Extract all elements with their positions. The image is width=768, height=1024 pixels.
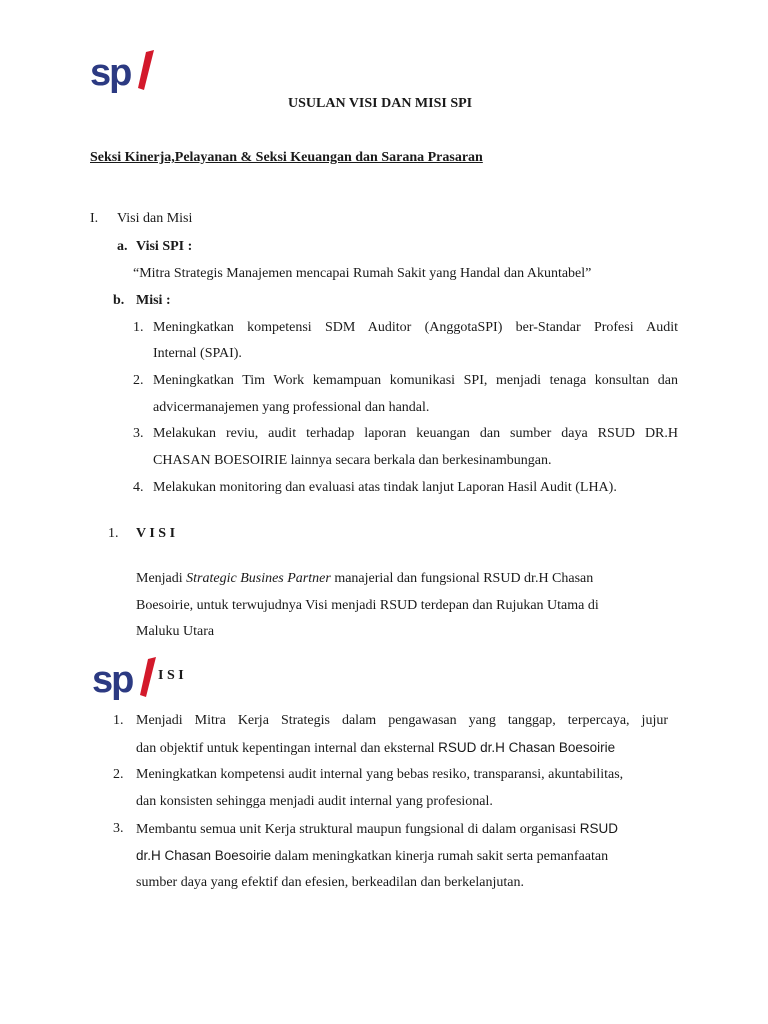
visi2-marker: 1. — [108, 526, 119, 541]
hospital-name: dr.H Chasan Boesoirie — [136, 848, 272, 863]
list-item-number: 4. — [133, 480, 144, 495]
list-item-text: Internal (SPAI). — [153, 346, 242, 361]
list-item-text: CHASAN BOESOIRIE lainnya secara berkala dan berkesinambungan. — [153, 453, 552, 468]
page-subtitle: Seksi Kinerja,Pelayanan & Seksi Keuangan dan Sarana Prasaran — [90, 150, 483, 165]
list-item-text: Membantu semua unit Kerja struktural maupun fungsional di dalam organisasi — [136, 822, 580, 837]
logo-text: sp — [92, 659, 133, 701]
list-item-text: Meningkatkan Tim Work kemampuan komunikasi SPI, menjadi tenaga konsultan dan — [153, 373, 678, 388]
visi2-heading: V I S I — [136, 526, 176, 541]
visi2-text: manajerial dan fungsional RSUD dr.H Chasan — [330, 571, 594, 586]
list-item-number: 1. — [133, 320, 144, 335]
list-item-text: Menjadi Mitra Kerja Strategis dalam pengawasan yang tanggap, terpercaya, jujur — [136, 713, 668, 728]
visi-marker: a. — [117, 239, 128, 254]
misi-marker: b. — [113, 293, 125, 308]
section-heading: Visi dan Misi — [117, 211, 193, 226]
list-item-text: Meningkatkan kompetensi audit internal yang bebas resiko, transparansi, akuntabilitas, — [136, 767, 624, 782]
list-item-text: Melakukan monitoring dan evaluasi atas tindak lanjut Laporan Hasil Audit (LHA). — [153, 480, 617, 495]
list-item-line — [136, 739, 615, 758]
list-item-text: Meningkatkan kompetensi SDM Auditor (AnggotaSPI) ber-Standar Profesi Audit — [153, 320, 678, 335]
visi-label: Visi SPI : — [136, 239, 193, 254]
visi2-paragraph-line: Maluku Utara — [136, 624, 215, 639]
list-item-text: sumber daya yang efektif dan efesien, berkeadilan dan berkelanjutan. — [136, 875, 524, 890]
spi-logo — [92, 655, 158, 703]
list-item-line — [136, 820, 618, 839]
misi2-heading: I S I — [158, 668, 184, 683]
list-item-number: 3. — [113, 821, 124, 836]
list-item-text: Melakukan reviu, audit terhadap laporan keuangan dan sumber daya RSUD DR.H — [153, 426, 678, 441]
visi2-paragraph-line: Boesoirie, untuk terwujudnya Visi menjadi RSUD terdepan dan Rujukan Utama di — [136, 598, 599, 613]
logo-text: sp — [90, 52, 131, 94]
logo-slash-icon — [92, 655, 158, 703]
misi-label: Misi : — [136, 293, 171, 308]
list-item-text: dalam meningkatkan kinerja rumah sakit serta pemanfaatan — [271, 849, 609, 864]
list-item-number: 3. — [133, 426, 144, 441]
visi-text: “Mitra Strategis Manajemen mencapai Rumah Sakit yang Handal dan Akuntabel” — [133, 266, 592, 281]
hospital-name: RSUD — [579, 821, 619, 836]
hospital-name: RSUD dr.H Chasan Boesoirie — [438, 740, 616, 755]
list-item-text: dan konsisten sehingga menjadi audit internal yang profesional. — [136, 794, 493, 809]
visi2-text: Menjadi — [136, 571, 187, 586]
section-marker: I. — [90, 211, 99, 226]
list-item-number: 1. — [113, 713, 124, 728]
logo-slash-icon — [90, 48, 156, 96]
list-item-number: 2. — [113, 767, 124, 782]
list-item-text: advicermanajemen yang professional dan handal. — [153, 400, 430, 415]
page-title: USULAN VISI DAN MISI SPI — [288, 96, 473, 111]
visi2-italic-text: Strategic Busines Partner — [186, 571, 331, 586]
list-item-number: 2. — [133, 373, 144, 388]
spi-logo — [90, 48, 156, 96]
list-item-text: dan objektif untuk kepentingan internal dan eksternal — [136, 741, 439, 756]
visi2-paragraph-line — [136, 570, 593, 588]
list-item-line — [136, 847, 608, 866]
